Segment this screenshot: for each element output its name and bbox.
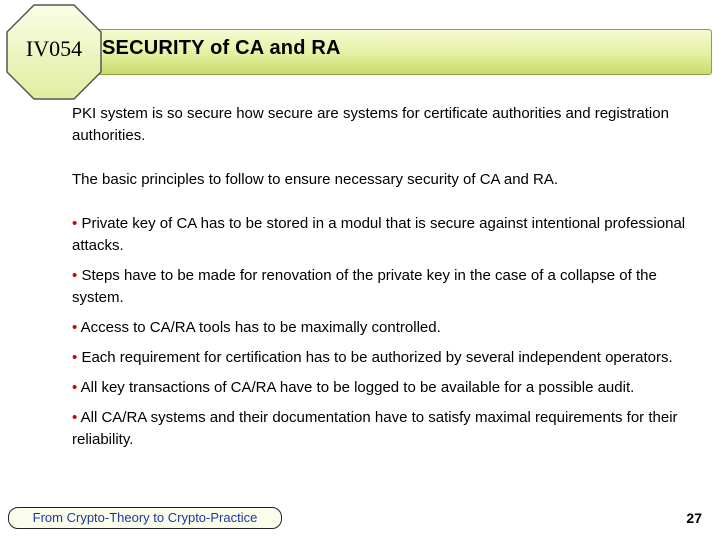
course-code: IV054 — [25, 36, 83, 61]
bullet-item — [72, 317, 702, 339]
bullet-text: Private key of CA has to be stored in a modul that is secure against intentional professional attacks. — [72, 215, 686, 254]
bullet-text: Access to CA/RA tools has to be maximally controlled. — [80, 319, 441, 336]
bullet-marker: • — [72, 349, 78, 366]
page-number: 27 — [686, 510, 702, 526]
slide-body — [72, 103, 702, 459]
bullet-marker: • — [72, 267, 78, 284]
intro-paragraph: PKI system is so secure how secure are systems for certificate authorities and registration authorities. — [72, 105, 669, 144]
bullet-item — [72, 407, 702, 451]
footer-text: From Crypto-Theory to Crypto-Practice — [32, 510, 258, 525]
bullet-marker: • — [72, 409, 78, 426]
bullet-item — [72, 377, 702, 399]
bullet-item — [72, 265, 702, 309]
bullet-marker: • — [72, 379, 78, 396]
bullet-item — [72, 213, 702, 257]
bullet-text: All key transactions of CA/RA have to be logged to be available for a possible audit. — [80, 379, 635, 396]
bullet-marker: • — [72, 215, 78, 232]
bullet-text: Each requirement for certification has to be authorized by several independent operators. — [81, 349, 673, 366]
bullet-item — [72, 347, 702, 369]
bullet-text: All CA/RA systems and their documentation have to satisfy maximal requirements for their reliability. — [72, 409, 678, 448]
slide-title: SECURITY of CA and RA — [102, 37, 341, 59]
bullet-marker: • — [72, 319, 78, 336]
bullet-text: Steps have to be made for renovation of the private key in the case of a collapse of the system. — [72, 267, 657, 306]
principles-paragraph: The basic principles to follow to ensure necessary security of CA and RA. — [72, 171, 559, 188]
